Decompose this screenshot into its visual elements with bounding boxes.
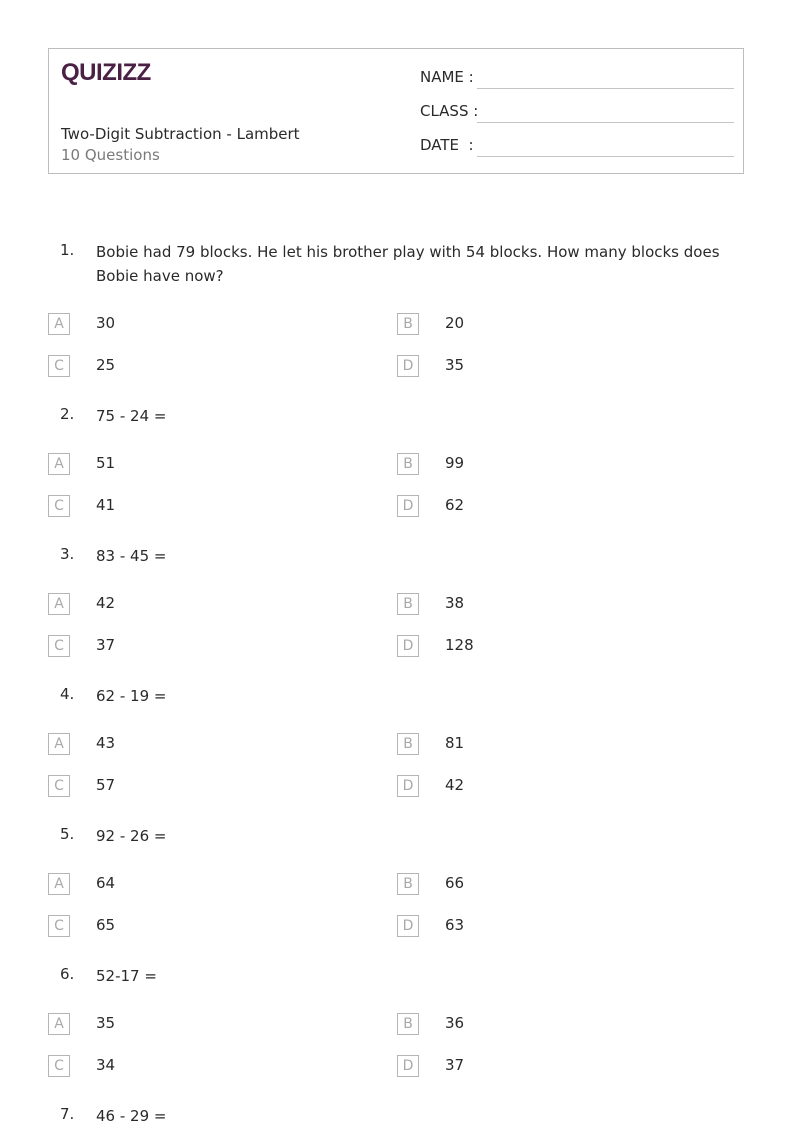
option-text: 63	[445, 916, 465, 934]
question-number: 4.	[60, 685, 75, 703]
question-number: 5.	[60, 825, 75, 843]
option-letter-box: A	[48, 593, 70, 615]
question-text: 75 - 24 =	[96, 407, 167, 425]
question-number: 3.	[60, 545, 75, 563]
worksheet-title: Two-Digit Subtraction - Lambert	[61, 125, 300, 143]
question-number: 6.	[60, 965, 75, 983]
option-letter-box: D	[397, 635, 419, 657]
question-text: 62 - 19 =	[96, 687, 167, 705]
option-letter-box: D	[397, 495, 419, 517]
option-letter-box: B	[397, 313, 419, 335]
option-text: 20	[445, 314, 465, 332]
option-letter-box: D	[397, 355, 419, 377]
option-text: 41	[96, 496, 116, 514]
option-text: 128	[445, 636, 474, 654]
option-text: 81	[445, 734, 465, 752]
question-number: 2.	[60, 405, 75, 423]
option-text: 65	[96, 916, 116, 934]
option-letter-box: D	[397, 915, 419, 937]
quizizz-logo	[61, 58, 151, 86]
option-letter-box: A	[48, 313, 70, 335]
option-letter-box: A	[48, 733, 70, 755]
option-text: 37	[445, 1056, 465, 1074]
option-text: 43	[96, 734, 116, 752]
question-number: 1.	[60, 241, 75, 259]
option-letter-box: C	[48, 1055, 70, 1077]
question-text: 92 - 26 =	[96, 827, 167, 845]
option-text: 62	[445, 496, 465, 514]
option-text: 42	[96, 594, 116, 612]
question-text: 46 - 29 =	[96, 1107, 167, 1125]
class-field	[420, 102, 734, 124]
option-letter-box: C	[48, 775, 70, 797]
option-text: 34	[96, 1056, 116, 1074]
option-letter-box: B	[397, 873, 419, 895]
option-letter-box: B	[397, 733, 419, 755]
question-number: 7.	[60, 1105, 75, 1123]
question-text: 52-17 =	[96, 967, 157, 985]
option-letter-box: D	[397, 775, 419, 797]
class-label: CLASS :	[420, 102, 479, 120]
option-letter-box: B	[397, 453, 419, 475]
name-label: NAME :	[420, 68, 474, 86]
option-letter-box: C	[48, 635, 70, 657]
option-text: 38	[445, 594, 465, 612]
quizizz-logo-graphic	[61, 58, 151, 86]
option-letter-box: C	[48, 495, 70, 517]
option-letter-box: C	[48, 915, 70, 937]
name-input-line[interactable]	[477, 88, 734, 89]
option-text: 30	[96, 314, 116, 332]
option-letter-box: D	[397, 1055, 419, 1077]
option-text: 57	[96, 776, 116, 794]
option-text: 37	[96, 636, 116, 654]
class-input-line[interactable]	[477, 122, 734, 123]
date-input-line[interactable]	[477, 156, 734, 157]
option-text: 25	[96, 356, 116, 374]
option-text: 35	[445, 356, 465, 374]
question-text: 83 - 45 =	[96, 547, 167, 565]
option-letter-box: B	[397, 1013, 419, 1035]
option-letter-box: A	[48, 1013, 70, 1035]
option-text: 66	[445, 874, 465, 892]
option-text: 42	[445, 776, 465, 794]
question-count: 10 Questions	[61, 146, 160, 164]
option-text: 64	[96, 874, 116, 892]
option-letter-box: A	[48, 453, 70, 475]
date-field	[420, 136, 734, 158]
option-letter-box: C	[48, 355, 70, 377]
option-text: 51	[96, 454, 116, 472]
option-letter-box: A	[48, 873, 70, 895]
name-field	[420, 68, 734, 90]
option-text: 35	[96, 1014, 116, 1032]
option-letter-box: B	[397, 593, 419, 615]
svg-text:QUIZIZZ: QUIZIZZ	[61, 59, 151, 86]
question-text: Bobie had 79 blocks. He let his brother play with 54 blocks. How many blocks does Bobie have now?	[96, 243, 720, 285]
option-text: 36	[445, 1014, 465, 1032]
worksheet-header	[48, 48, 744, 174]
date-label: DATE :	[420, 136, 474, 154]
option-text: 99	[445, 454, 465, 472]
